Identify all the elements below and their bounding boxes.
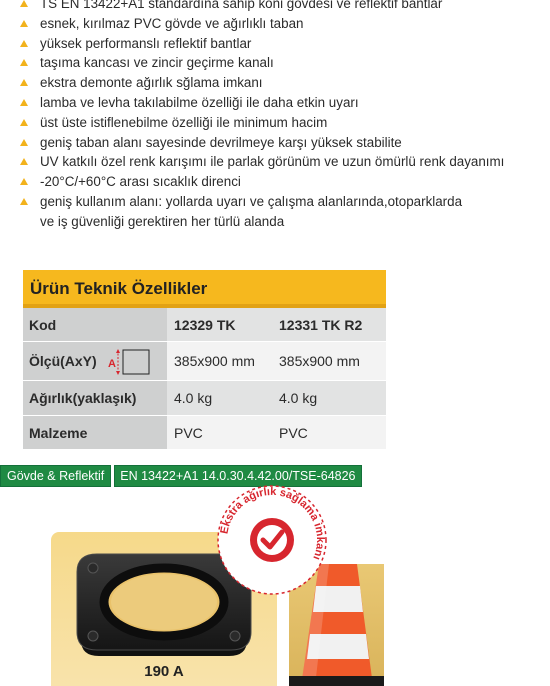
dimension-icon xyxy=(107,349,165,375)
feature-item: geniş kullanım alanı: yollarda uyarı ve çalışma alanlarında,otoparklarda xyxy=(20,192,550,212)
feature-item: lamba ve levha takılabilme özelliği ile daha etkin uyarı xyxy=(20,93,550,113)
triangle-bullet-icon xyxy=(20,178,28,185)
spec-table xyxy=(23,270,386,450)
standards-value: EN 13422+A1 14.0.30.4.42.00/TSE-64826 xyxy=(114,465,361,487)
spec-header-row xyxy=(23,308,386,342)
spec-weight-a: 4.0 kg xyxy=(167,381,273,416)
feature-item: UV katkılı özel renk karışımı ile parlak görünüm ve uzun ömürlü renk dayanımı xyxy=(20,152,550,172)
spec-material-b: PVC xyxy=(273,416,386,450)
triangle-bullet-icon xyxy=(20,59,28,66)
feature-item-continuation: ve iş güvenliği gerektiren her türlü alanda xyxy=(40,213,285,229)
triangle-bullet-icon xyxy=(20,119,28,126)
triangle-bullet-icon xyxy=(20,79,28,86)
spec-row-material xyxy=(23,416,386,450)
spec-material-a: PVC xyxy=(167,416,273,450)
feature-item: esnek, kırılmaz PVC gövde ve ağırlıklı taban xyxy=(20,14,550,34)
badge-text: Ekstra ağırlık sağlama imkanı xyxy=(218,485,327,562)
spec-row-weight xyxy=(23,381,386,416)
feature-item: geniş taban alanı sayesinde devrilmeye karşı yüksek stabilite xyxy=(20,133,550,153)
triangle-bullet-icon xyxy=(20,158,28,165)
feature-item: üst üste istiflenebilme özelliği ile minimum hacim xyxy=(20,113,550,133)
extra-weight-badge xyxy=(212,480,332,600)
feature-item: -20°C/+60°C arası sıcaklık direnci xyxy=(20,172,550,192)
spec-weight-b: 4.0 kg xyxy=(273,381,386,416)
spec-table-title: Ürün Teknik Özellikler xyxy=(23,270,386,308)
spec-size-b: 385x900 mm xyxy=(273,342,386,381)
standards-label: Gövde & Reflektif xyxy=(0,465,111,487)
spec-label: Kod xyxy=(23,308,167,342)
spec-size-a: 385x900 mm xyxy=(167,342,273,381)
triangle-bullet-icon xyxy=(20,139,28,146)
feature-item: taşıma kancası ve zincir geçirme kanalı xyxy=(20,53,550,73)
spec-row-size xyxy=(23,342,386,381)
feature-item: ekstra demonte ağırlık sğlama imkanı xyxy=(20,73,550,93)
triangle-bullet-icon xyxy=(20,99,28,106)
spec-col-b-code: 12331 TK R2 xyxy=(273,308,386,342)
spec-label: Ağırlık(yaklaşık) xyxy=(23,381,167,416)
dimension-letter: A xyxy=(108,358,116,370)
base-caption: 190 A xyxy=(144,663,184,680)
spec-label: Ölçü(AxY) xyxy=(29,353,97,369)
triangle-bullet-icon xyxy=(20,20,28,27)
triangle-bullet-icon xyxy=(20,0,28,7)
spec-col-a-code: 12329 TK xyxy=(167,308,273,342)
spec-label-wrap xyxy=(23,342,167,381)
spec-label: Malzeme xyxy=(23,416,167,450)
triangle-bullet-icon xyxy=(20,40,28,47)
feature-list xyxy=(20,0,550,232)
feature-item: yüksek performanslı reflektif bantlar xyxy=(20,34,550,54)
feature-item: TS EN 13422+A1 standardına sahip koni gövdesi ve reflektif bantlar xyxy=(20,0,550,14)
triangle-bullet-icon xyxy=(20,198,28,205)
